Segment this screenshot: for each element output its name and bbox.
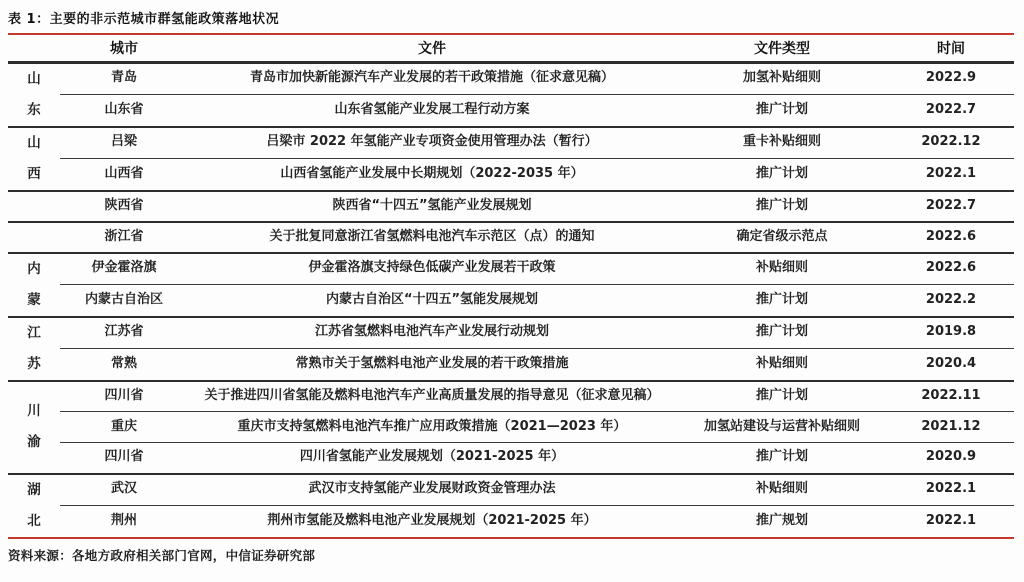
region-label: 山西 (27, 134, 41, 182)
doc-type-cell: 推广计划 (676, 285, 888, 317)
header-document: 文件 (188, 34, 676, 62)
region-cell (8, 222, 60, 253)
table-row (8, 412, 1014, 443)
time-cell: 2019.8 (888, 317, 1014, 349)
doc-type-cell: 确定省级示范点 (676, 222, 888, 253)
document-cell: 关于推进四川省氢能及燃料电池汽车产业高质量发展的指导意见（征求意见稿） (188, 381, 676, 412)
city-cell: 四川省 (60, 443, 188, 474)
doc-type-cell: 推广计划 (676, 191, 888, 222)
city-cell: 江苏省 (60, 317, 188, 349)
doc-type-cell: 加氢补贴细则 (676, 62, 888, 94)
region-cell (8, 317, 60, 381)
city-cell: 常熟 (60, 349, 188, 381)
source-note: 资料来源：各地方政府相关部门官网，中信证券研究部 (8, 547, 316, 563)
table-row (8, 349, 1014, 381)
city-cell: 山东省 (60, 94, 188, 126)
header-city: 城市 (60, 34, 188, 62)
header-doc-type: 文件类型 (676, 34, 888, 62)
region-cell (8, 127, 60, 191)
time-cell: 2022.7 (888, 94, 1014, 126)
document-cell: 关于批复同意浙江省氢燃料电池汽车示范区（点）的通知 (188, 222, 676, 253)
time-cell: 2021.12 (888, 412, 1014, 443)
time-cell: 2022.12 (888, 127, 1014, 159)
region-label: 内蒙 (27, 260, 41, 308)
header-region (8, 34, 60, 62)
city-cell: 内蒙古自治区 (60, 285, 188, 317)
table-row (8, 285, 1014, 317)
city-cell: 浙江省 (60, 222, 188, 253)
doc-type-cell: 推广计划 (676, 159, 888, 191)
document-cell: 荆州市氢能及燃料电池产业发展规划（2021-2025 年） (188, 505, 676, 537)
city-cell: 山西省 (60, 159, 188, 191)
city-cell: 青岛 (60, 62, 188, 94)
document-cell: 山东省氢能产业发展工程行动方案 (188, 94, 676, 126)
city-cell: 重庆 (60, 412, 188, 443)
header-time: 时间 (888, 34, 1014, 62)
city-cell: 荆州 (60, 505, 188, 537)
region-cell (8, 474, 60, 537)
doc-type-cell: 加氢站建设与运营补贴细则 (676, 412, 888, 443)
table-row (8, 191, 1014, 222)
document-cell: 四川省氢能产业发展规划（2021-2025 年） (188, 443, 676, 474)
time-cell: 2022.1 (888, 505, 1014, 537)
city-cell: 陕西省 (60, 191, 188, 222)
document-cell: 内蒙古自治区“十四五”氢能发展规划 (188, 285, 676, 317)
city-cell: 武汉 (60, 474, 188, 506)
city-cell: 四川省 (60, 381, 188, 412)
region-label: 湖北 (27, 481, 41, 529)
time-cell: 2022.11 (888, 381, 1014, 412)
document-cell: 山西省氢能产业发展中长期规划（2022-2035 年） (188, 159, 676, 191)
document-cell: 常熟市关于氢燃料电池产业发展的若干政策措施 (188, 349, 676, 381)
document-cell: 青岛市加快新能源汽车产业发展的若干政策措施（征求意见稿） (188, 62, 676, 94)
doc-type-cell: 推广计划 (676, 317, 888, 349)
document-cell: 江苏省氢燃料电池汽车产业发展行动规划 (188, 317, 676, 349)
policy-table (8, 33, 1014, 537)
region-cell (8, 253, 60, 317)
doc-type-cell: 重卡补贴细则 (676, 127, 888, 159)
document-cell: 吕梁市 2022 年氢能产业专项资金使用管理办法（暂行） (188, 127, 676, 159)
time-cell: 2022.6 (888, 222, 1014, 253)
time-cell: 2022.1 (888, 159, 1014, 191)
table-row (8, 253, 1014, 285)
doc-type-cell: 推广规划 (676, 505, 888, 537)
time-cell: 2020.9 (888, 443, 1014, 474)
time-cell: 2022.1 (888, 474, 1014, 506)
table-row (8, 381, 1014, 412)
document-cell: 重庆市支持氢燃料电池汽车推广应用政策措施（2021—2023 年） (188, 412, 676, 443)
table-title: 表 1：主要的非示范城市群氢能政策落地状况 (8, 12, 280, 27)
region-label: 川渝 (27, 403, 41, 450)
region-cell (8, 191, 60, 222)
region-cell (8, 62, 60, 127)
table-row (8, 62, 1014, 94)
table-row (8, 317, 1014, 349)
table-row (8, 443, 1014, 474)
table-row (8, 94, 1014, 126)
city-cell: 伊金霍洛旗 (60, 253, 188, 285)
document-cell: 陕西省“十四五”氢能产业发展规划 (188, 191, 676, 222)
time-cell: 2022.6 (888, 253, 1014, 285)
doc-type-cell: 推广计划 (676, 94, 888, 126)
table-header-row (8, 34, 1014, 62)
table-row (8, 127, 1014, 159)
doc-type-cell: 补贴细则 (676, 474, 888, 506)
document-cell: 伊金霍洛旗支持绿色低碳产业发展若干政策 (188, 253, 676, 285)
region-label: 江苏 (27, 324, 41, 372)
table-row (8, 222, 1014, 253)
doc-type-cell: 补贴细则 (676, 349, 888, 381)
region-cell (8, 381, 60, 474)
doc-type-cell: 推广计划 (676, 443, 888, 474)
region-label: 山东 (27, 70, 41, 118)
city-cell: 吕梁 (60, 127, 188, 159)
table-row (8, 505, 1014, 537)
doc-type-cell: 补贴细则 (676, 253, 888, 285)
table-row (8, 474, 1014, 506)
table-row (8, 159, 1014, 191)
time-cell: 2020.4 (888, 349, 1014, 381)
time-cell: 2022.9 (888, 62, 1014, 94)
document-cell: 武汉市支持氢能产业发展财政资金管理办法 (188, 474, 676, 506)
doc-type-cell: 推广计划 (676, 381, 888, 412)
time-cell: 2022.7 (888, 191, 1014, 222)
time-cell: 2022.2 (888, 285, 1014, 317)
